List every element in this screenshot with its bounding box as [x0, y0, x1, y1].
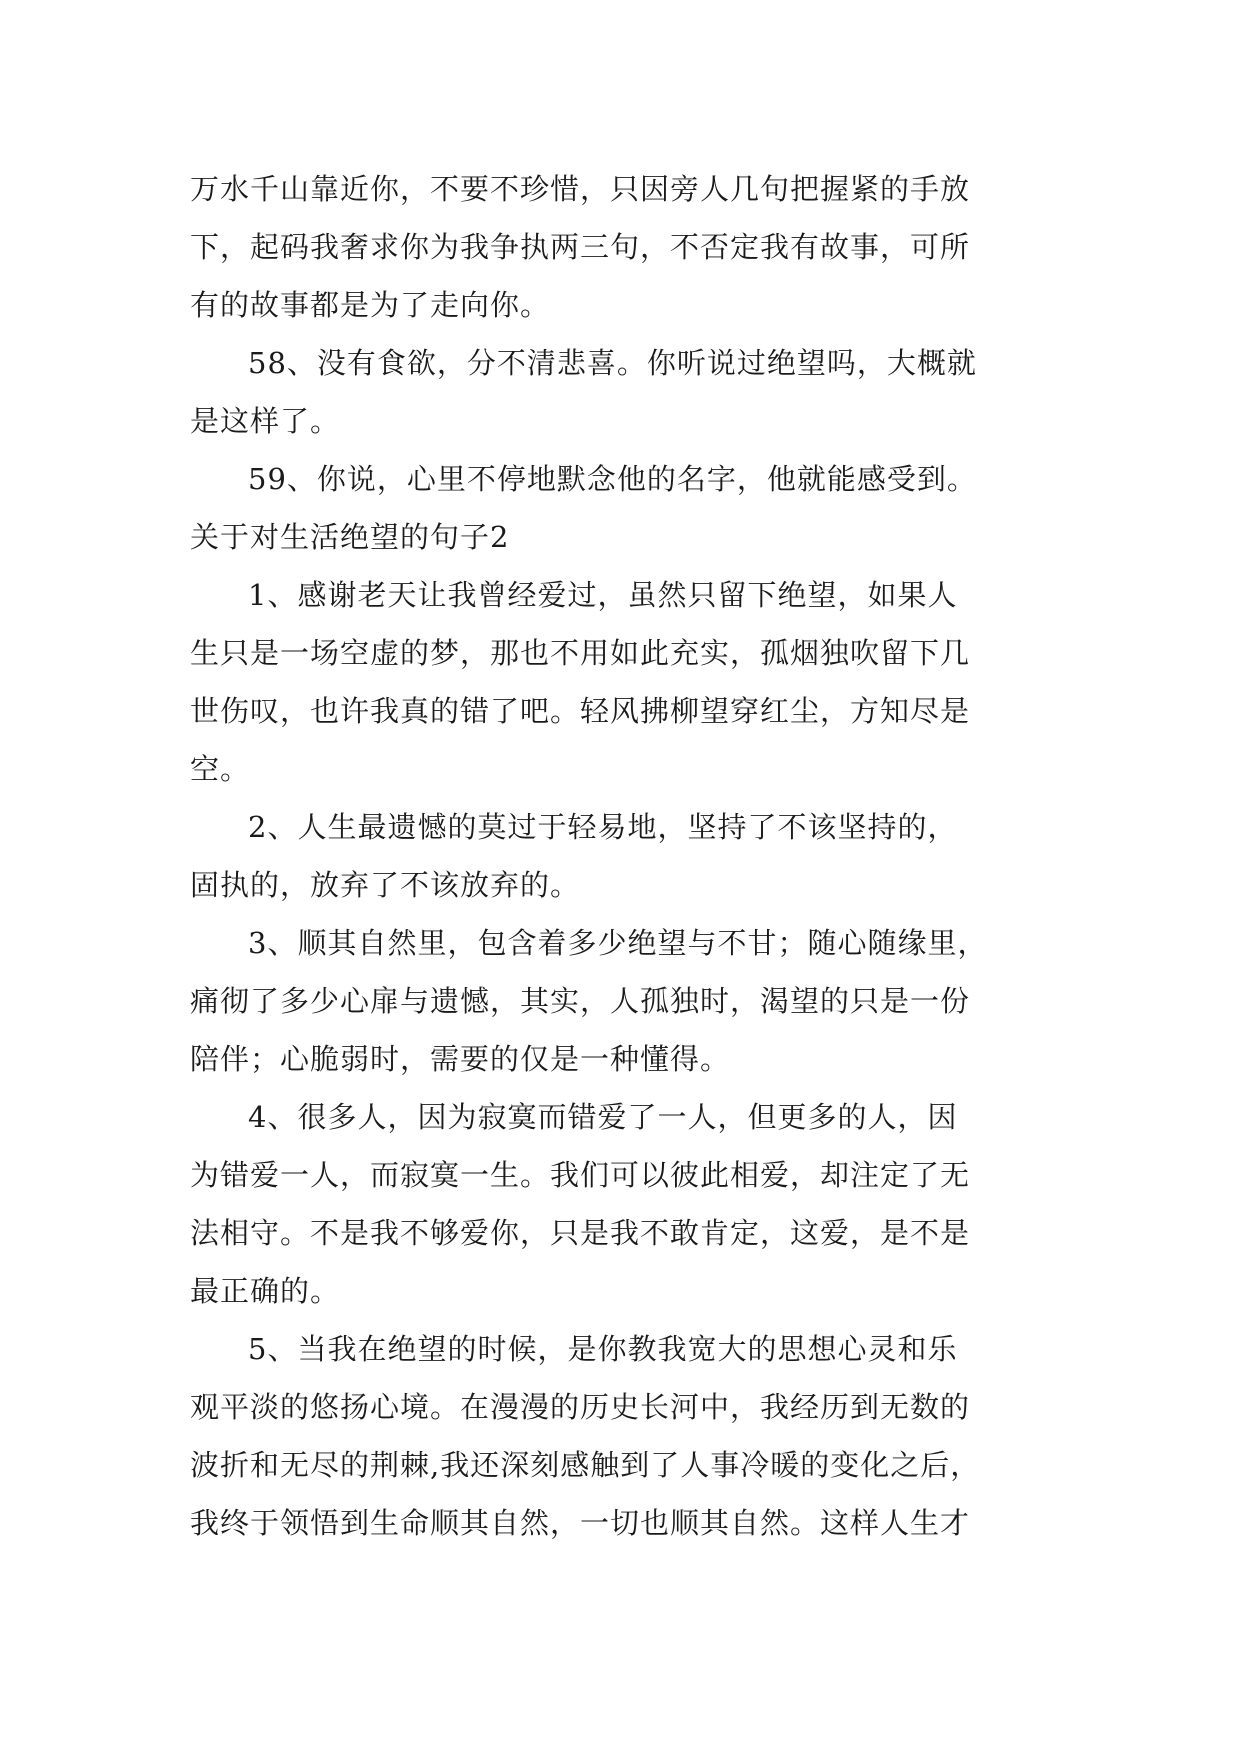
- text-line: 空。: [190, 752, 251, 786]
- text-line: 59、你说，心里不停地默念他的名字，他就能感受到。: [248, 462, 977, 496]
- text-line: 痛彻了多少心扉与遗憾，其实，人孤独时，渴望的只是一份: [190, 984, 971, 1018]
- document-body: [190, 160, 1060, 1552]
- text-line: 固执的，放弃了不该放弃的。: [190, 868, 581, 902]
- text-line: 下，起码我奢求你为我争执两三句，不否定我有故事，可所: [190, 230, 971, 264]
- text-line: 2、人生最遗憾的莫过于轻易地，坚持了不该坚持的，: [248, 810, 958, 844]
- text-line: 4、很多人，因为寂寞而错爱了一人，但更多的人，因: [248, 1100, 958, 1134]
- text-line: 法相守。不是我不够爱你，只是我不敢肯定，这爱，是不是: [190, 1216, 971, 1250]
- text-line: 生只是一场空虚的梦，那也不用如此充实，孤烟独吹留下几: [190, 636, 971, 670]
- text-line: 最正确的。: [190, 1274, 341, 1308]
- text-line: 1、感谢老天让我曾经爱过，虽然只留下绝望，如果人: [248, 578, 958, 612]
- text-line: 万水千山靠近你，不要不珍惜，只因旁人几句把握紧的手放: [190, 172, 971, 206]
- text-line: 世伤叹，也许我真的错了吧。轻风拂柳望穿红尘，方知尽是: [190, 694, 971, 728]
- text-line: 陪伴；心脆弱时，需要的仅是一种懂得。: [190, 1042, 731, 1076]
- text-line: 有的故事都是为了走向你。: [190, 288, 551, 322]
- text-line: 是这样了。: [190, 404, 341, 438]
- text-line: 观平淡的悠扬心境。在漫漫的历史长河中，我经历到无数的: [190, 1390, 971, 1424]
- text-line: 关于对生活绝望的句子2: [190, 520, 510, 554]
- text-line: 波折和无尽的荆棘,我还深刻感触到了人事冷暖的变化之后，: [190, 1448, 981, 1482]
- text-line: 我终于领悟到生命顺其自然，一切也顺其自然。这样人生才: [190, 1506, 971, 1540]
- text-line: 3、顺其自然里，包含着多少绝望与不甘；随心随缘里，: [248, 926, 988, 960]
- text-line: 为错爱一人，而寂寞一生。我们可以彼此相爱，却注定了无: [190, 1158, 971, 1192]
- text-line: 5、当我在绝望的时候，是你教我宽大的思想心灵和乐: [248, 1332, 958, 1366]
- text-line: 58、没有食欲，分不清悲喜。你听说过绝望吗，大概就: [248, 346, 977, 380]
